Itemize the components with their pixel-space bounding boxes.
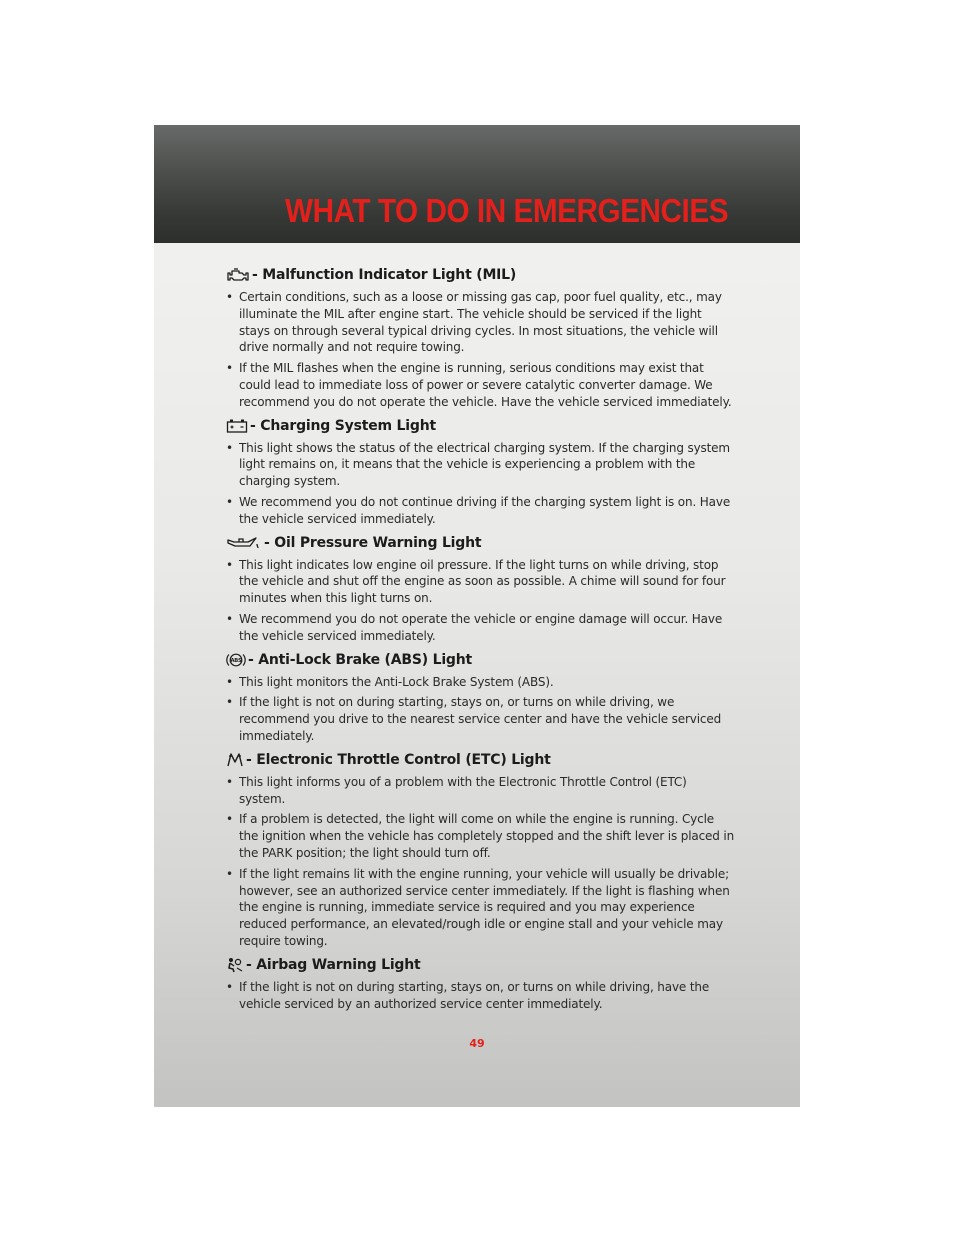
section-title: - Electronic Throttle Control (ETC) Light bbox=[246, 751, 551, 768]
section-heading bbox=[226, 532, 736, 554]
header-banner bbox=[154, 125, 800, 243]
list-item: • This light indicates low engine oil pressure. If the light turns on while driving, stop the vehicle and shut off the engine as soon as possible. A chime will sound for four minutes when this light turns on. bbox=[226, 557, 736, 607]
bullet-list bbox=[226, 674, 736, 745]
bullet-list bbox=[226, 440, 736, 528]
section-title: - Anti-Lock Brake (ABS) Light bbox=[248, 651, 472, 668]
section-charging bbox=[226, 415, 736, 528]
section-heading bbox=[226, 749, 736, 771]
svg-text:ABS: ABS bbox=[230, 657, 242, 664]
section-oil-pressure bbox=[226, 532, 736, 645]
section-title: - Malfunction Indicator Light (MIL) bbox=[252, 267, 517, 283]
section-abs bbox=[226, 649, 736, 745]
section-heading bbox=[226, 415, 736, 437]
section-mil bbox=[226, 264, 736, 411]
oil-can-icon bbox=[226, 535, 262, 551]
list-item: • This light shows the status of the electrical charging system. If the charging system light remains on, it means that the vehicle is experiencing a problem with the charging system. bbox=[226, 440, 736, 490]
bullet-list bbox=[226, 979, 736, 1013]
bullet-list bbox=[226, 557, 736, 645]
page-title: WHAT TO DO IN EMERGENCIES bbox=[285, 192, 729, 229]
list-item: • If the light remains lit with the engine running, your vehicle will usually be drivable; however, see an authorized service center immediately. If the light is flashing when the engine is running, immediate service is required and you may experience reduced performance, an elevated/rough idle or engine stall and your vehicle may require towing. bbox=[226, 866, 736, 950]
battery-icon bbox=[226, 418, 248, 434]
section-title: - Airbag Warning Light bbox=[246, 956, 421, 973]
abs-icon bbox=[226, 651, 246, 669]
list-item: • This light informs you of a problem with the Electronic Throttle Control (ETC) system. bbox=[226, 774, 736, 808]
list-item: • We recommend you do not operate the vehicle or engine damage will occur. Have the vehicle serviced immediately. bbox=[226, 611, 736, 645]
page-number: 49 bbox=[469, 1037, 485, 1050]
section-title: - Charging System Light bbox=[250, 417, 436, 434]
section-airbag bbox=[226, 954, 736, 1013]
list-item: • If the light is not on during starting, stays on, or turns on while driving, have the vehicle serviced by an authorized service center immediately. bbox=[226, 979, 736, 1013]
throttle-icon bbox=[226, 752, 244, 768]
content bbox=[226, 264, 736, 1016]
airbag-icon bbox=[226, 957, 244, 973]
list-item: • Certain conditions, such as a loose or missing gas cap, poor fuel quality, etc., may illuminate the MIL after engine start. The vehicle should be serviced if the light stays on through several typical driving cycles. In most situations, the vehicle will drive normally and not require towing. bbox=[226, 289, 736, 356]
section-etc bbox=[226, 749, 736, 950]
engine-icon bbox=[226, 267, 250, 283]
list-item: • We recommend you do not continue driving if the charging system light is on. Have the vehicle serviced immediately. bbox=[226, 494, 736, 528]
bullet-list bbox=[226, 774, 736, 950]
list-item: • This light monitors the Anti-Lock Brake System (ABS). bbox=[226, 674, 736, 691]
section-title: - Oil Pressure Warning Light bbox=[264, 534, 482, 551]
section-heading bbox=[226, 954, 736, 976]
list-item: • If a problem is detected, the light will come on while the engine is running. Cycle the ignition when the vehicle has completely stopped and the shift lever is placed in the PARK position; the light should turn off. bbox=[226, 811, 736, 861]
manual-page bbox=[154, 125, 800, 1107]
bullet-list bbox=[226, 289, 736, 411]
list-item: • If the light is not on during starting, stays on, or turns on while driving, we recommend you drive to the nearest service center and have the vehicle serviced immediately. bbox=[226, 694, 736, 744]
list-item: • If the MIL flashes when the engine is running, serious conditions may exist that could lead to immediate loss of power or severe catalytic converter damage. We recommend you do not operate the vehicle. Have the vehicle serviced immediately. bbox=[226, 360, 736, 410]
section-heading bbox=[226, 264, 736, 286]
section-heading bbox=[226, 649, 736, 671]
